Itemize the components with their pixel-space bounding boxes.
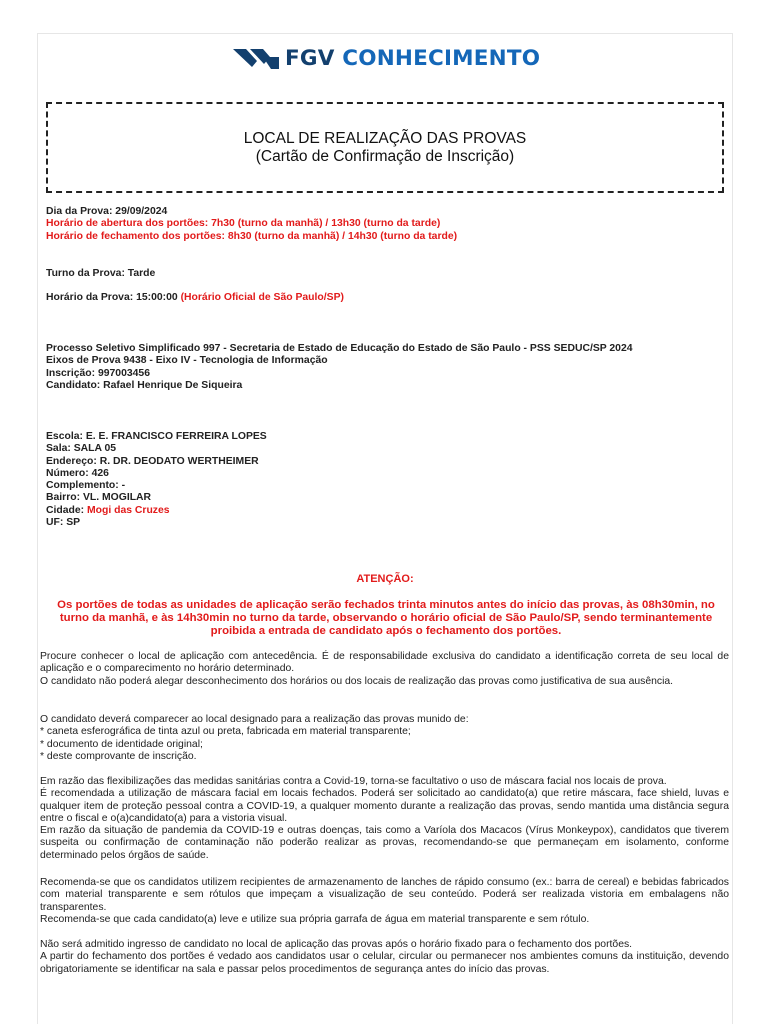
list-item: * deste comprovante de inscrição. bbox=[40, 750, 197, 762]
neighborhood: Bairro: VL. MOGILAR bbox=[46, 492, 152, 504]
instruction-paragraph: Recomenda-se que cada candidato(a) leve e utilize sua própria garrafa de água em material transparente e sem rótulo. bbox=[40, 913, 590, 925]
page-subtitle: (Cartão de Confirmação de Inscrição) bbox=[255, 148, 515, 165]
exam-time-label: Horário da Prova: 15:00:00 bbox=[46, 292, 178, 303]
instructions-block-3 bbox=[40, 776, 729, 862]
list-item: * caneta esferográfica de tinta azul ou preta, fabricada em material transparente; bbox=[40, 726, 411, 738]
fgv-logo-mark-icon bbox=[233, 47, 279, 71]
instruction-paragraph: Em razão da situação de pandemia da COVID-19 e outras doenças, tais como a Varíola dos Macacos (Vírus Monkeypox), candidatos que tiverem suspeita ou confirmação de contaminação não poderão realizar as provas, recomendando-se que permaneçam em isolamento, conforme determinado pelos órgãos de saúde. bbox=[40, 825, 729, 861]
dates-block bbox=[46, 206, 457, 243]
instructions-block-2 bbox=[40, 714, 729, 763]
exam-shift: Turno da Prova: Tarde bbox=[46, 268, 156, 279]
gate-opening-time: Horário de abertura dos portões: 7h30 (turno da manhã) / 13h30 (turno da tarde) bbox=[46, 218, 441, 230]
gate-closing-time: Horário de fechamento dos portões: 8h30 (turno da manhã) / 14h30 (turno da tarde) bbox=[46, 230, 458, 242]
instruction-paragraph: O candidato deverá comparecer ao local designado para a realização das provas munido de: bbox=[40, 714, 469, 725]
instruction-paragraph: Procure conhecer o local de aplicação com antecedência. É de responsabilidade exclusiva do candidato a identificação correta de seu local de aplicação e o comparecimento no horário determinado. bbox=[40, 651, 729, 675]
title-box bbox=[46, 102, 724, 193]
exam-time-timezone: (Horário Oficial de São Paulo/SP) bbox=[180, 292, 344, 303]
instruction-paragraph: É recomendada a utilização de máscara facial em locais fechados. Poderá ser solicitado ao candidato(a) que retire máscara, face shield, luvas e qualquer item de proteção pessoal contra a COVID-19, a qualquer momento durante a realização das provas, sendo mantida uma distância segura entre o fiscal e o(a)candidato(a) para a vistoria visual. bbox=[40, 788, 729, 824]
room: Sala: SALA 05 bbox=[46, 443, 117, 455]
instruction-paragraph: A partir do fechamento dos portões é vedado aos candidatos usar o celular, circular ou permanecer nos ambientes comuns da instituição, devendo obrigatoriamente se identificar na sala e passar pelos procedimentos de segurança antes do início das provas. bbox=[40, 951, 729, 975]
fgv-logo bbox=[233, 46, 540, 72]
instruction-paragraph: Não será admitido ingresso de candidato no local de aplicação das provas após o horário fixado para o fechamento dos portões. bbox=[40, 939, 633, 950]
address-complement: Complemento: - bbox=[46, 480, 126, 492]
page-title: LOCAL DE REALIZAÇÃO DAS PROVAS bbox=[243, 130, 527, 147]
city bbox=[46, 505, 267, 517]
exam-date: Dia da Prova: 29/09/2024 bbox=[46, 206, 168, 217]
instructions-block-5 bbox=[40, 939, 729, 976]
school: Escola: E. E. FRANCISCO FERREIRA LOPES bbox=[46, 431, 267, 442]
instructions-block-4 bbox=[40, 877, 729, 926]
address-number: Número: 426 bbox=[46, 467, 109, 479]
exam-time bbox=[46, 292, 344, 304]
list-item: * documento de identidade original; bbox=[40, 738, 203, 750]
registration-number: Inscrição: 997003456 bbox=[46, 367, 150, 379]
location-block bbox=[46, 431, 267, 529]
instruction-paragraph: Em razão das flexibilizações das medidas sanitárias contra a Covid-19, torna-se facultativo o uso de máscara facial nos locais de prova. bbox=[40, 776, 667, 787]
exam-axis: Eixos de Prova 9438 - Eixo IV - Tecnologia de Informação bbox=[46, 355, 328, 367]
state: UF: SP bbox=[46, 517, 81, 529]
process-block bbox=[46, 343, 633, 392]
instruction-paragraph: O candidato não poderá alegar desconhecimento dos horários ou dos locais de realização das provas como justificativa de sua ausência. bbox=[40, 675, 674, 687]
city-label: Cidade: bbox=[46, 504, 85, 516]
city-value: Mogi das Cruzes bbox=[87, 504, 170, 516]
attention-heading: ATENÇÃO: bbox=[356, 573, 414, 585]
candidate-name: Candidato: Rafael Henrique De Siqueira bbox=[46, 379, 243, 391]
logo-conhecimento-text: CONHECIMENTO bbox=[342, 46, 541, 71]
attention-text: Os portões de todas as unidades de aplicação serão fechados trinta minutos antes do início das provas, às 08h30min, no turno da manhã, e às 14h30min no turno da tarde, observando o horário oficial de São Paulo/SP, sendo terminantemente proibida a entrada de candidato após o fechamento dos portões. bbox=[57, 599, 715, 637]
address: Endereço: R. DR. DEODATO WERTHEIMER bbox=[46, 455, 259, 467]
instructions-block-1 bbox=[40, 651, 729, 688]
instruction-paragraph: Recomenda-se que os candidatos utilizem recipientes de armazenamento de lanches de rápido consumo (ex.: barra de cereal) e bebidas fabricados com material transparente e sem rótulos que impeçam a visualização de seu conteúdo. Poderá ser realizada vistoria em embalagens não transparentes. bbox=[40, 877, 729, 913]
process-name: Processo Seletivo Simplificado 997 - Secretaria de Estado de Educação do Estado de São Paulo - PSS SEDUC/SP 2024 bbox=[46, 343, 633, 354]
logo-fgv-text: FGV bbox=[285, 46, 335, 71]
